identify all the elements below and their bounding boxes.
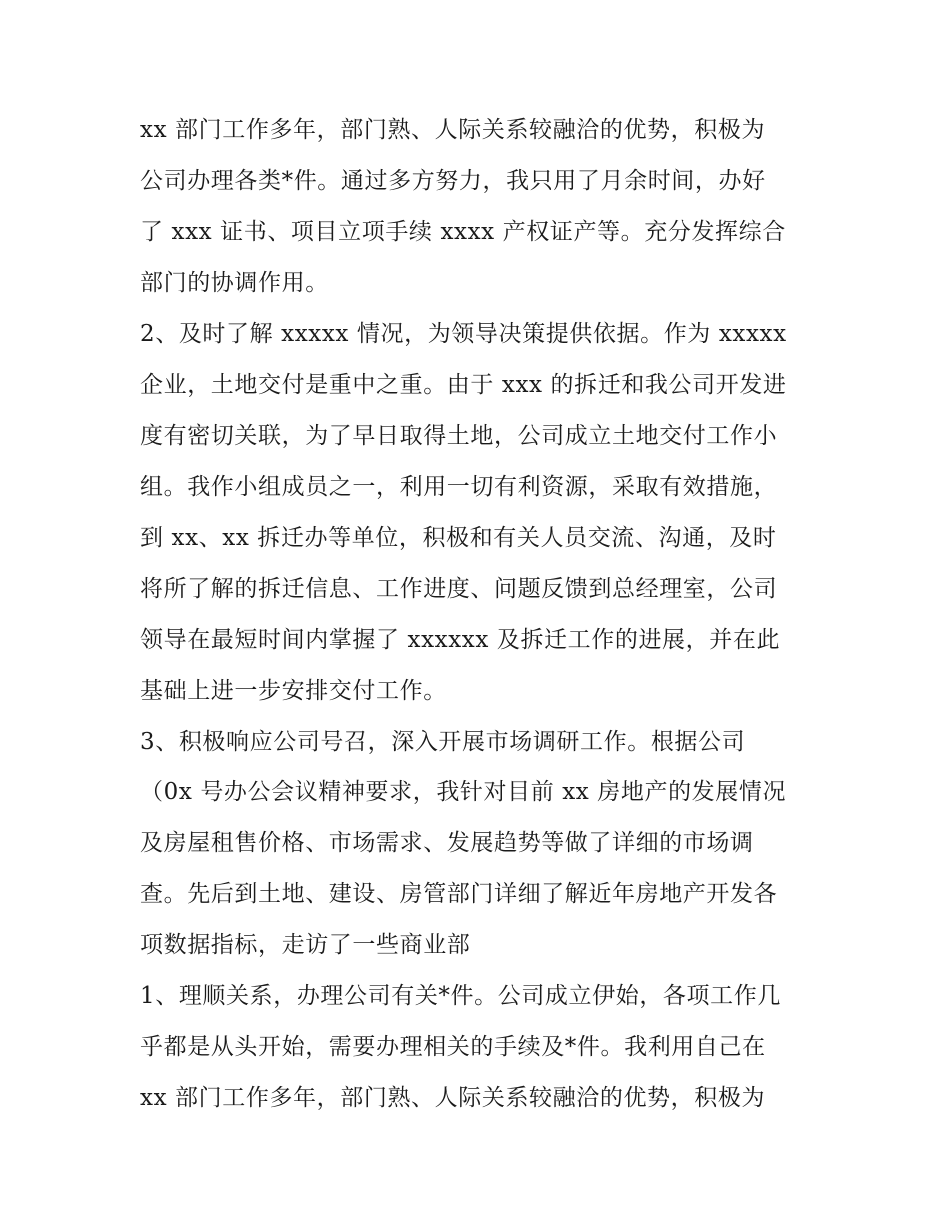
text-line: 度有密切关联，为了早日取得土地，公司成立土地交付工作小 — [140, 423, 778, 449]
text-line: 乎都是从头开始，需要办理相关的手续及*件。我利用自己在 — [140, 1034, 766, 1060]
text-line: xx 部门工作多年，部门熟、人际关系较融洽的优势，积极为 — [140, 117, 766, 143]
text-line: 公司办理各类*件。通过多方努力，我只用了月余时间，办好 — [140, 168, 766, 194]
text-line: 项数据指标，走访了一些商业部 — [140, 932, 471, 958]
text-line: 到 xx、xx 拆迁办等单位，积极和有关人员交流、沟通，及时 — [140, 525, 777, 551]
text-line: 将所了解的拆迁信息、工作进度、问题反馈到总经理室，公司 — [140, 576, 778, 602]
text-line: （0x 号办公会议精神要求，我针对目前 xx 房地产的发展情况 — [140, 779, 787, 805]
text-line: 3、积极响应公司号召，深入开展市场调研工作。根据公司 — [140, 729, 746, 755]
text-line: 组。我作小组成员之一，利用一切有利资源，采取有效措施， — [140, 474, 778, 500]
text-line: 了 xxx 证书、项目立项手续 xxxx 产权证产等。充分发挥综合 — [140, 219, 786, 245]
text-line: 领导在最短时间内掌握了 xxxxxx 及拆迁工作的进展，并在此 — [140, 627, 781, 653]
text-line: 部门的协调作用。 — [140, 270, 329, 296]
text-line: 2、及时了解 xxxxx 情况，为领导决策提供依据。作为 xxxxx — [140, 321, 787, 347]
text-line: 查。先后到土地、建设、房管部门详细了解近年房地产开发各 — [140, 881, 778, 907]
text-line: 基础上进一步安排交付工作。 — [140, 678, 447, 704]
text-line: 1、理顺关系，办理公司有关*件。公司成立伊始，各项工作几 — [140, 983, 781, 1009]
text-line: xx 部门工作多年，部门熟、人际关系较融洽的优势，积极为 — [140, 1085, 766, 1111]
text-line: 及房屋租售价格、市场需求、发展趋势等做了详细的市场调 — [140, 830, 754, 856]
text-line: 企业，土地交付是重中之重。由于 xxx 的拆迁和我公司开发进 — [140, 372, 787, 398]
